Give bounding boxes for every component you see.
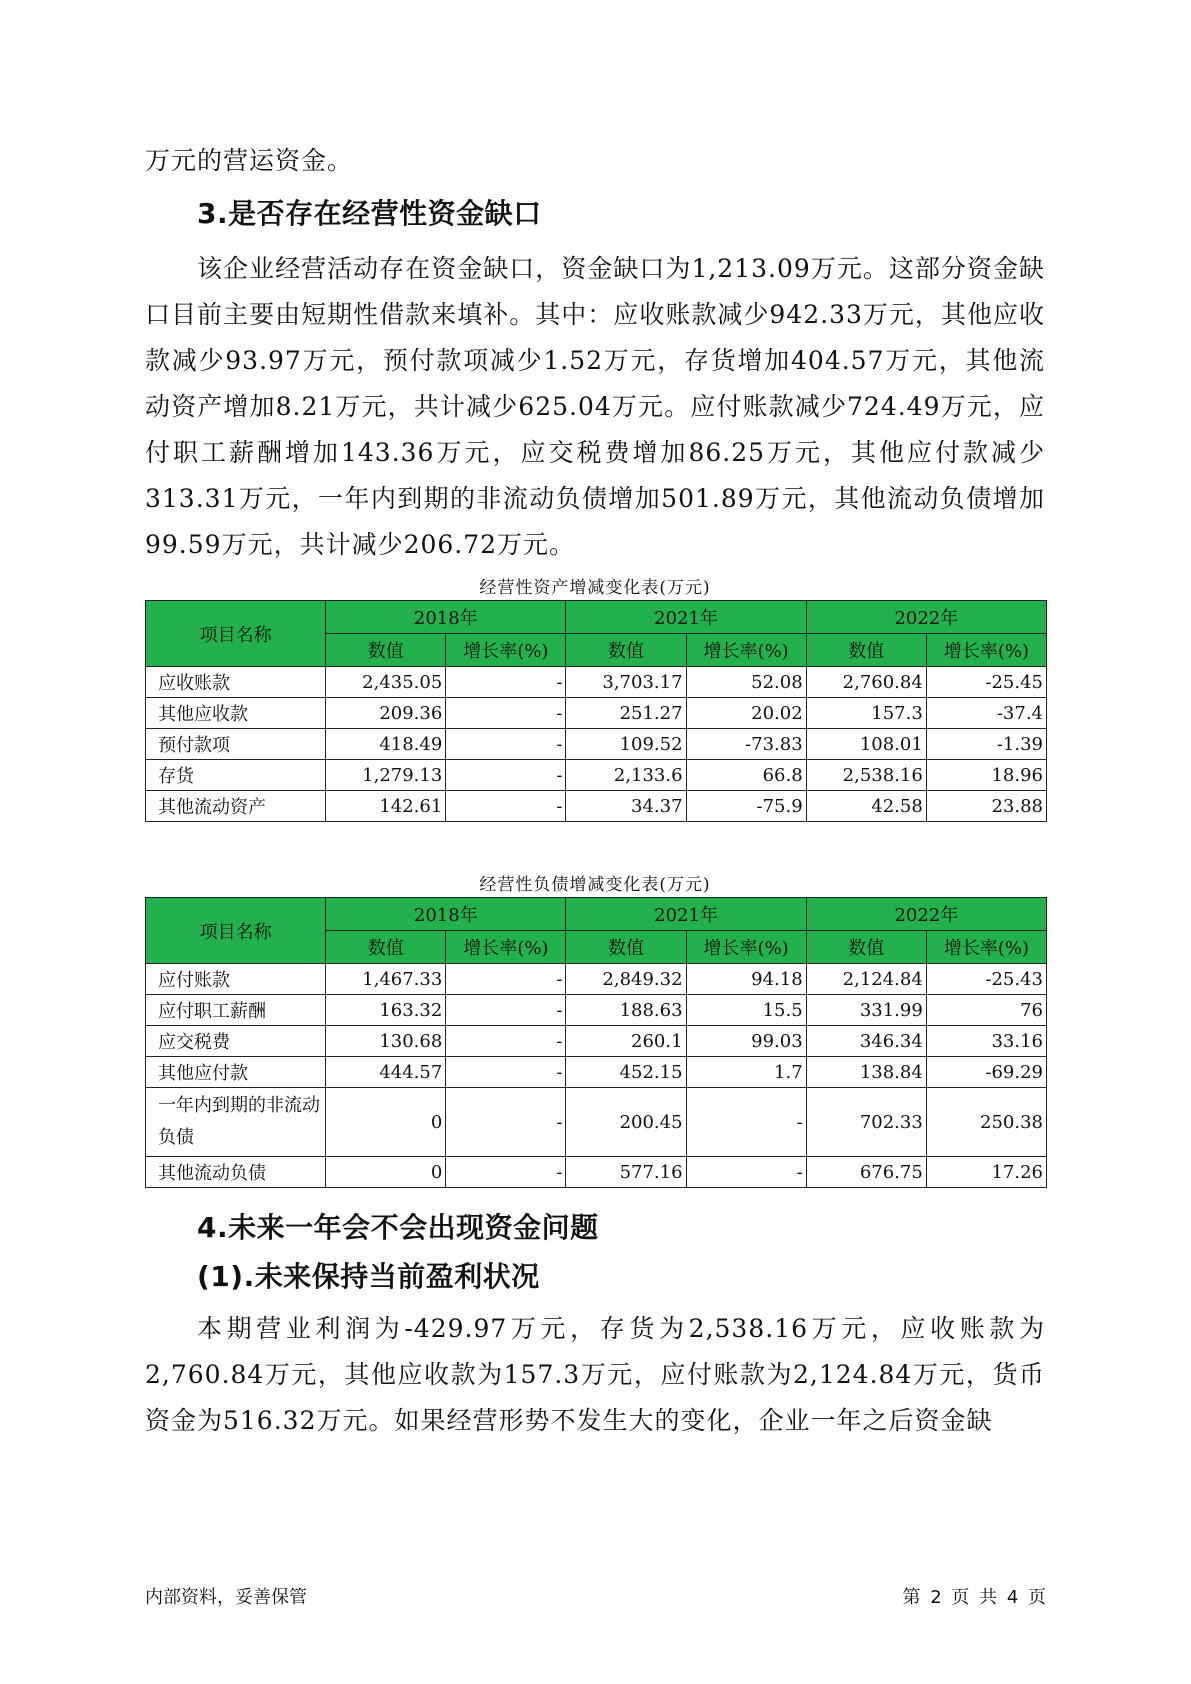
growth-cell: - xyxy=(446,760,566,791)
growth-cell: - xyxy=(686,1157,806,1188)
table-row xyxy=(146,1026,1047,1057)
value-cell: 108.01 xyxy=(806,729,926,760)
row-item-name: 其他应收款 xyxy=(146,698,326,729)
section4-heading: 4.未来一年会不会出现资金问题 xyxy=(197,1211,599,1244)
row-item-name: 其他应付款 xyxy=(146,1057,326,1088)
value-cell: 142.61 xyxy=(326,791,446,822)
value-cell: 188.63 xyxy=(566,995,686,1026)
value-cell: 2,849.32 xyxy=(566,964,686,995)
value-cell: 209.36 xyxy=(326,698,446,729)
value-cell: 157.3 xyxy=(806,698,926,729)
growth-cell: 76 xyxy=(926,995,1046,1026)
row-item-name: 应交税费 xyxy=(146,1026,326,1057)
growth-cell: 23.88 xyxy=(926,791,1046,822)
value-header: 数值 xyxy=(566,634,686,667)
table-row xyxy=(146,1088,1047,1157)
value-cell: 2,124.84 xyxy=(806,964,926,995)
growth-cell: - xyxy=(446,1157,566,1188)
growth-cell: 250.38 xyxy=(926,1088,1046,1157)
row-item-name: 应付账款 xyxy=(146,964,326,995)
value-cell: 251.27 xyxy=(566,698,686,729)
value-cell: 2,435.05 xyxy=(326,667,446,698)
growth-cell: - xyxy=(446,964,566,995)
table-row xyxy=(146,964,1047,995)
assets-table-body xyxy=(146,667,1047,822)
growth-cell: 66.8 xyxy=(686,760,806,791)
value-cell: 163.32 xyxy=(326,995,446,1026)
value-cell: 109.52 xyxy=(566,729,686,760)
growth-cell: -37.4 xyxy=(926,698,1046,729)
row-item-name: 应收账款 xyxy=(146,667,326,698)
table-row xyxy=(146,791,1047,822)
item-name-header: 项目名称 xyxy=(146,601,326,667)
growth-cell: 17.26 xyxy=(926,1157,1046,1188)
growth-cell: 33.16 xyxy=(926,1026,1046,1057)
footer-page-number: 第 2 页 共 4 页 xyxy=(902,1587,1046,1608)
table-row xyxy=(146,729,1047,760)
growth-cell: -73.83 xyxy=(686,729,806,760)
value-cell: 260.1 xyxy=(566,1026,686,1057)
growth-cell: -69.29 xyxy=(926,1057,1046,1088)
growth-cell: -1.39 xyxy=(926,729,1046,760)
growth-header: 增长率(%) xyxy=(446,931,566,964)
value-cell: 200.45 xyxy=(566,1088,686,1157)
value-cell: 3,703.17 xyxy=(566,667,686,698)
year-header: 2021年 xyxy=(566,601,806,634)
value-cell: 0 xyxy=(326,1157,446,1188)
growth-header: 增长率(%) xyxy=(926,634,1046,667)
table-row xyxy=(146,667,1047,698)
value-cell: 2,133.6 xyxy=(566,760,686,791)
assets-table-caption: 经营性资产增减变化表(万元) xyxy=(479,578,711,598)
row-item-name: 预付款项 xyxy=(146,729,326,760)
value-header: 数值 xyxy=(326,931,446,964)
growth-cell: - xyxy=(446,995,566,1026)
value-header: 数值 xyxy=(806,931,926,964)
row-item-name: 其他流动资产 xyxy=(146,791,326,822)
assets-table xyxy=(145,600,1047,822)
footer-confidential-note: 内部资料，妥善保管 xyxy=(145,1587,307,1608)
table-row xyxy=(146,1157,1047,1188)
growth-cell: - xyxy=(446,791,566,822)
table-row xyxy=(146,1057,1047,1088)
section3-body: 该企业经营活动存在资金缺口，资金缺口为1,213.09万元。这部分资金缺口目前主要由短期性借款来填补。其中：应收账款减少942.33万元，其他应收款减少93.97万元，预付款项减少1.52万元，存货增加404.57万元，其他流动资产增加8.21万元，共计减少625.04万元。应付账款减少724.49万元，应付职工薪酬增加143.36万元，应交税费增加86.25万元，其他应付款减少313.31万元，一年内到期的非流动负债增加501.89万元，其他流动负债增加99.59万元，共计减少206.72万元。 xyxy=(145,254,1045,559)
growth-cell: -25.43 xyxy=(926,964,1046,995)
value-cell: 577.16 xyxy=(566,1157,686,1188)
growth-cell: - xyxy=(686,1088,806,1157)
growth-cell: - xyxy=(446,1088,566,1157)
growth-header: 增长率(%) xyxy=(926,931,1046,964)
row-item-name: 应付职工薪酬 xyxy=(146,995,326,1026)
value-cell: 42.58 xyxy=(806,791,926,822)
value-header: 数值 xyxy=(566,931,686,964)
value-cell: 1,467.33 xyxy=(326,964,446,995)
table-row xyxy=(146,698,1047,729)
value-cell: 331.99 xyxy=(806,995,926,1026)
section4-subheading: (1).未来保持当前盈利状况 xyxy=(197,1260,540,1293)
section4-body: 本期营业利润为-429.97万元，存货为2,538.16万元，应收账款为2,760.84万元，其他应收款为157.3万元，应付账款为2,124.84万元，货币资金为516.32万元。如果经营形势不发生大的变化，企业一年之后资金缺 xyxy=(145,1314,1045,1435)
growth-header: 增长率(%) xyxy=(686,634,806,667)
value-cell: 130.68 xyxy=(326,1026,446,1057)
value-cell: 418.49 xyxy=(326,729,446,760)
growth-cell: 15.5 xyxy=(686,995,806,1026)
growth-cell: - xyxy=(446,729,566,760)
year-header: 2018年 xyxy=(326,898,566,931)
section3-heading: 3.是否存在经营性资金缺口 xyxy=(197,197,542,230)
growth-header: 增长率(%) xyxy=(446,634,566,667)
growth-cell: 99.03 xyxy=(686,1026,806,1057)
value-header: 数值 xyxy=(806,634,926,667)
table-row xyxy=(146,995,1047,1026)
growth-cell: 20.02 xyxy=(686,698,806,729)
liabilities-table-caption: 经营性负债增减变化表(万元) xyxy=(479,875,711,895)
row-item-name: 其他流动负债 xyxy=(146,1157,326,1188)
item-name-header: 项目名称 xyxy=(146,898,326,964)
growth-cell: - xyxy=(446,698,566,729)
growth-cell: - xyxy=(446,1057,566,1088)
growth-cell: 52.08 xyxy=(686,667,806,698)
value-header: 数值 xyxy=(326,634,446,667)
year-header: 2022年 xyxy=(806,898,1046,931)
growth-cell: 94.18 xyxy=(686,964,806,995)
liabilities-table xyxy=(145,897,1047,1188)
value-cell: 34.37 xyxy=(566,791,686,822)
value-cell: 138.84 xyxy=(806,1057,926,1088)
liabilities-table-body xyxy=(146,964,1047,1188)
year-header: 2022年 xyxy=(806,601,1046,634)
row-item-name: 存货 xyxy=(146,760,326,791)
value-cell: 1,279.13 xyxy=(326,760,446,791)
value-cell: 2,760.84 xyxy=(806,667,926,698)
growth-cell: - xyxy=(446,1026,566,1057)
value-cell: 676.75 xyxy=(806,1157,926,1188)
table-row xyxy=(146,760,1047,791)
value-cell: 2,538.16 xyxy=(806,760,926,791)
growth-header: 增长率(%) xyxy=(686,931,806,964)
year-header: 2018年 xyxy=(326,601,566,634)
value-cell: 346.34 xyxy=(806,1026,926,1057)
growth-cell: -75.9 xyxy=(686,791,806,822)
top-fragment: 万元的营运资金。 xyxy=(145,146,354,175)
growth-cell: - xyxy=(446,667,566,698)
value-cell: 444.57 xyxy=(326,1057,446,1088)
growth-cell: 1.7 xyxy=(686,1057,806,1088)
value-cell: 0 xyxy=(326,1088,446,1157)
growth-cell: 18.96 xyxy=(926,760,1046,791)
row-item-name: 一年内到期的非流动负债 xyxy=(146,1088,326,1157)
value-cell: 452.15 xyxy=(566,1057,686,1088)
growth-cell: -25.45 xyxy=(926,667,1046,698)
value-cell: 702.33 xyxy=(806,1088,926,1157)
year-header: 2021年 xyxy=(566,898,806,931)
